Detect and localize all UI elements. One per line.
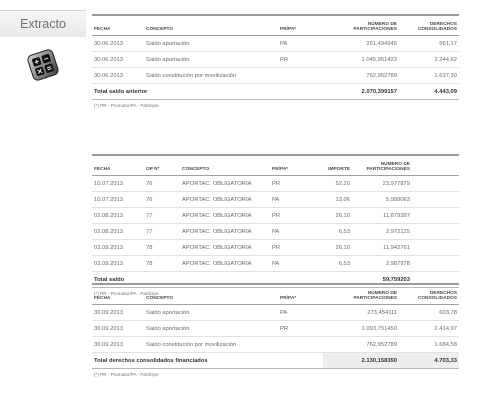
total-row bbox=[92, 353, 459, 369]
cell-participaciones: 1.045,951423 bbox=[323, 52, 399, 68]
col-participaciones: NÚMERO DE PARTICIPACIONES bbox=[323, 15, 399, 36]
table-row bbox=[92, 240, 459, 256]
col-concepto: CONCEPTO bbox=[144, 284, 278, 305]
cell-fecha: 30.09.2013 bbox=[92, 321, 144, 337]
cell-fecha: 30.09.2013 bbox=[92, 305, 144, 321]
cell-empty bbox=[412, 240, 459, 256]
col-concepto: CONCEPTO bbox=[180, 155, 270, 176]
cell-concepto: APORTAC. OBLIGATORIA bbox=[180, 240, 270, 256]
col-empty bbox=[412, 155, 459, 176]
table-row bbox=[92, 36, 459, 52]
cell-participaciones: 762,952789 bbox=[323, 337, 399, 353]
cell-pr-pa: PA bbox=[270, 192, 312, 208]
calculator-icon bbox=[23, 47, 63, 83]
col-op: OP Nº bbox=[144, 155, 180, 176]
cell-participaciones: 261,494945 bbox=[323, 36, 399, 52]
cell-fecha: 03.09.2013 bbox=[92, 240, 144, 256]
table-header-row bbox=[92, 15, 459, 36]
col-fecha: FECHA bbox=[92, 15, 144, 36]
cell-pr-pa: PA bbox=[270, 224, 312, 240]
cell-empty bbox=[412, 224, 459, 240]
cell-participaciones: 5,999063 bbox=[352, 192, 412, 208]
cell-participaciones: 2,972125 bbox=[352, 224, 412, 240]
cell-pr-pa bbox=[278, 337, 323, 353]
cell-fecha: 10.07.2013 bbox=[92, 176, 144, 192]
cell-derechos: 2.244,62 bbox=[399, 52, 459, 68]
cell-derechos: 603,78 bbox=[399, 305, 459, 321]
cell-fecha: 02.08.2013 bbox=[92, 224, 144, 240]
cell-participaciones: 11,942761 bbox=[352, 240, 412, 256]
cell-derechos: 2.414,97 bbox=[399, 321, 459, 337]
cell-importe: 6,53 bbox=[312, 256, 352, 272]
col-pr-pa: PR/PA* bbox=[278, 284, 323, 305]
cell-participaciones: 273,454111 bbox=[323, 305, 399, 321]
col-fecha: FECHA bbox=[92, 155, 144, 176]
total-participaciones: 2.130,158350 bbox=[323, 353, 399, 369]
total-derechos: 4.443,09 bbox=[399, 84, 459, 100]
total-participaciones: 59,759203 bbox=[352, 272, 412, 288]
table-row bbox=[92, 208, 459, 224]
movimientos-table bbox=[92, 154, 459, 288]
table-header-row bbox=[92, 155, 459, 176]
cell-importe: 26,10 bbox=[312, 208, 352, 224]
movimientos-section bbox=[92, 154, 459, 296]
cell-op: 76 bbox=[144, 176, 180, 192]
footnote: (*) PR - Promotor/PA - Partícipe bbox=[94, 291, 159, 296]
cell-participaciones: 11,879397 bbox=[352, 208, 412, 224]
cell-pr-pa: PR bbox=[270, 176, 312, 192]
cell-participaciones: 2,987978 bbox=[352, 256, 412, 272]
sidebar-title: Extracto bbox=[0, 10, 86, 37]
col-concepto: CONCEPTO bbox=[144, 15, 278, 36]
table-row bbox=[92, 176, 459, 192]
total-row bbox=[92, 84, 459, 100]
cell-empty bbox=[412, 192, 459, 208]
footnote: (*) PR - Promotor/PA - Partícipe bbox=[94, 372, 159, 377]
cell-op: 77 bbox=[144, 224, 180, 240]
col-derechos: DERECHOS CONSOLIDADOS bbox=[399, 284, 459, 305]
table-row bbox=[92, 68, 459, 84]
cell-importe: 6,53 bbox=[312, 224, 352, 240]
col-pr-pa: PR/PA* bbox=[278, 15, 323, 36]
cell-participaciones: 23,977879 bbox=[352, 176, 412, 192]
cell-concepto: APORTAC. OBLIGATORIA bbox=[180, 176, 270, 192]
cell-empty bbox=[412, 176, 459, 192]
cell-concepto: Saldo aportación bbox=[144, 36, 278, 52]
cell-fecha: 30.06.2013 bbox=[92, 68, 144, 84]
cell-derechos: 1.684,58 bbox=[399, 337, 459, 353]
cell-participaciones: 1.093,751450 bbox=[323, 321, 399, 337]
table-row bbox=[92, 256, 459, 272]
saldo-anterior-section bbox=[92, 14, 459, 108]
table-row bbox=[92, 337, 459, 353]
cell-pr-pa: PR bbox=[278, 52, 323, 68]
total-label: Total derechos consolidados financiados bbox=[92, 353, 323, 369]
table-row bbox=[92, 52, 459, 68]
cell-concepto: Saldo aportación bbox=[144, 321, 278, 337]
cell-concepto: Saldo aportación bbox=[144, 52, 278, 68]
derechos-consolidados-table bbox=[92, 283, 459, 369]
table-row bbox=[92, 224, 459, 240]
total-label: Total saldo anterior bbox=[92, 84, 323, 100]
table-header-row bbox=[92, 284, 459, 305]
cell-participaciones: 762,952789 bbox=[323, 68, 399, 84]
derechos-consolidados-section bbox=[92, 283, 459, 377]
cell-importe: 26,10 bbox=[312, 240, 352, 256]
col-pr-pa: PR/PA* bbox=[270, 155, 312, 176]
cell-empty bbox=[412, 256, 459, 272]
col-fecha: FECHA bbox=[92, 284, 144, 305]
total-label: Total saldo bbox=[92, 272, 352, 288]
cell-derechos: 561,17 bbox=[399, 36, 459, 52]
cell-op: 78 bbox=[144, 240, 180, 256]
saldo-anterior-table bbox=[92, 14, 459, 100]
cell-pr-pa: PR bbox=[278, 321, 323, 337]
cell-pr-pa: PA bbox=[278, 36, 323, 52]
total-participaciones: 2.070,399157 bbox=[323, 84, 399, 100]
cell-concepto: Saldo constitución por movilización bbox=[144, 68, 278, 84]
footnote: (*) PR - Promotor/PA - Partícipe bbox=[94, 103, 159, 108]
cell-fecha: 10.07.2013 bbox=[92, 192, 144, 208]
cell-concepto: APORTAC. OBLIGATORIA bbox=[180, 208, 270, 224]
cell-concepto: APORTAC. OBLIGATORIA bbox=[180, 256, 270, 272]
cell-concepto: APORTAC. OBLIGATORIA bbox=[180, 224, 270, 240]
cell-fecha: 30.06.2013 bbox=[92, 36, 144, 52]
cell-concepto: Saldo aportación bbox=[144, 305, 278, 321]
cell-empty bbox=[412, 208, 459, 224]
cell-op: 78 bbox=[144, 256, 180, 272]
col-participaciones: NÚMERO DE PARTICIPACIONES bbox=[352, 155, 412, 176]
cell-op: 76 bbox=[144, 192, 180, 208]
cell-importe: 52,20 bbox=[312, 176, 352, 192]
cell-pr-pa: PR bbox=[270, 208, 312, 224]
col-participaciones: NÚMERO DE PARTICIPACIONES bbox=[323, 284, 399, 305]
total-derechos: 4.703,33 bbox=[399, 353, 459, 369]
col-derechos: DERECHOS CONSOLIDADOS bbox=[399, 15, 459, 36]
cell-pr-pa: PA bbox=[270, 256, 312, 272]
cell-pr-pa bbox=[278, 68, 323, 84]
cell-derechos: 1.637,30 bbox=[399, 68, 459, 84]
col-importe: IMPORTE bbox=[312, 155, 352, 176]
table-row bbox=[92, 192, 459, 208]
cell-pr-pa: PR bbox=[270, 240, 312, 256]
table-row bbox=[92, 321, 459, 337]
cell-concepto: Saldo constitución por movilización bbox=[144, 337, 278, 353]
cell-op: 77 bbox=[144, 208, 180, 224]
cell-fecha: 30.06.2013 bbox=[92, 52, 144, 68]
cell-pr-pa: PA bbox=[278, 305, 323, 321]
cell-fecha: 02.08.2013 bbox=[92, 208, 144, 224]
table-row bbox=[92, 305, 459, 321]
cell-fecha: 30.09.2013 bbox=[92, 337, 144, 353]
cell-fecha: 03.09.2013 bbox=[92, 256, 144, 272]
cell-importe: 13,06 bbox=[312, 192, 352, 208]
cell-concepto: APORTAC. OBLIGATORIA bbox=[180, 192, 270, 208]
